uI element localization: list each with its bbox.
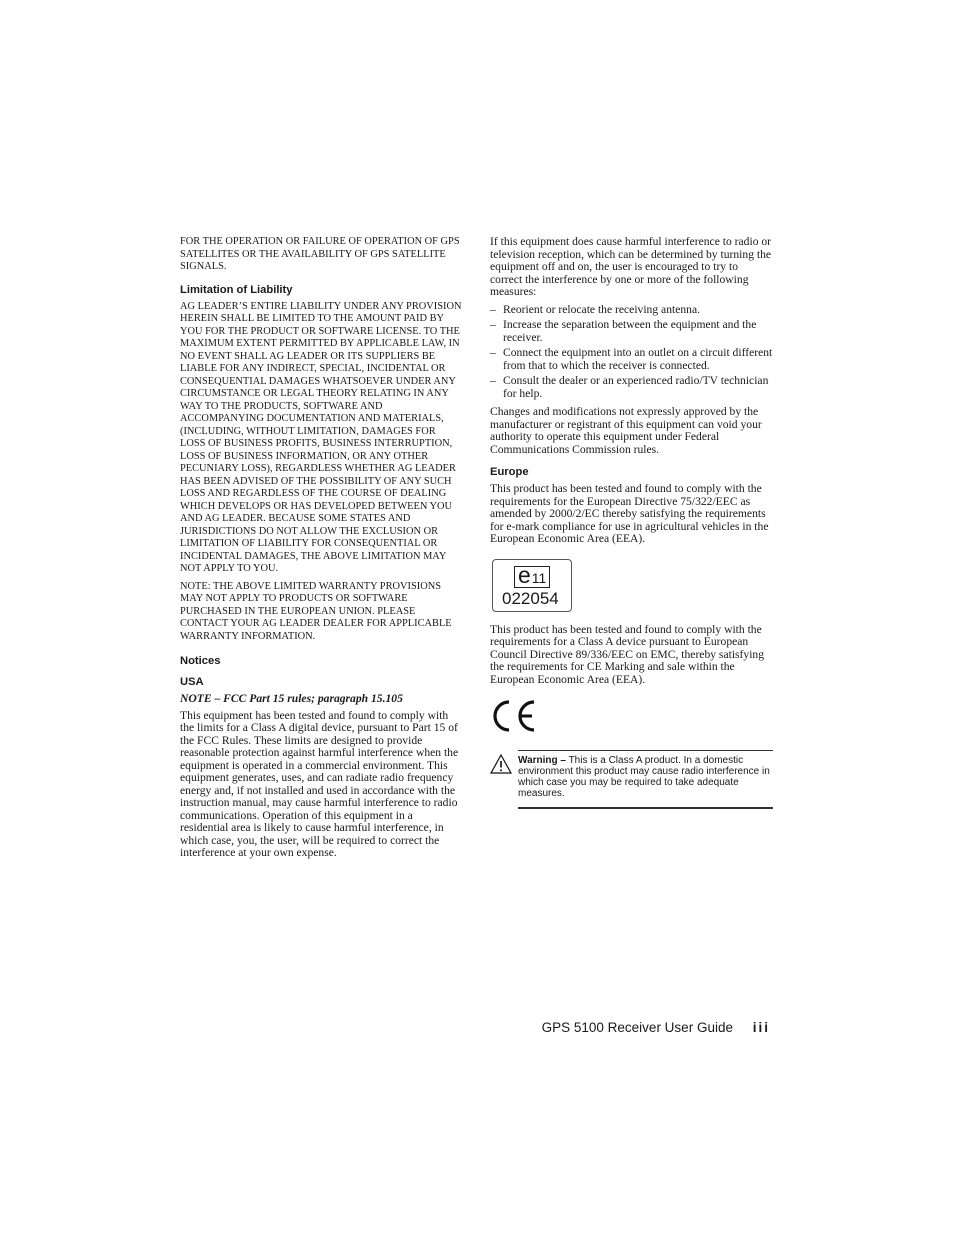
list-item: – Increase the separation between the equipment and the receiver.: [490, 319, 773, 344]
limitation-text: AG LEADER’S ENTIRE LIABILITY UNDER ANY PROVISION HEREIN SHALL BE LIMITED TO THE AMOUNT PAID BY YOU FOR THE PRODUCT OR SOFTWARE LICENSE. TO THE MAXIMUM EXTENT PERMITTED BY APPLICABLE LAW, IN NO EVENT SHALL AG LEADER OR ITS SUPPLIERS BE LIABLE FOR ANY INDIRECT, SPECIAL, INCIDENTAL OR CONSEQUENTIAL DAMAGES WHATSOEVER UNDER ANY CIRCUMSTANCE OR LEGAL THEORY RELATING IN ANY WAY TO THE PRODUCTS, SOFTWARE AND ACCOMPANYING DOCUMENTATION AND MATERIALS, (INCLUDING, WITHOUT LIMITATION, DAMAGES FOR LOSS OF BUSINESS PROFITS, BUSINESS INTERRUPTION, LOSS OF BUSINESS INFORMATION, OR ANY OTHER PECUNIARY LOSS), REGARDLESS WHETHER AG LEADER HAS BEEN ADVISED OF THE POSSIBILITY OF ANY SUCH LOSS AND REGARDLESS OF THE COURSE OF DEALING WHICH DEVELOPS OR HAS DEVELOPED BETWEEN YOU AND AG LEADER. BECAUSE SOME STATES AND JURISDICTIONS DO NOT ALLOW THE EXCLUSION OR LIMITATION OF LIABILITY FOR CONSEQUENTIAL OR INCIDENTAL DAMAGES, THE ABOVE LIMITATION MAY NOT APPLY TO YOU.: [180, 300, 462, 574]
warning-bottom-rule: [518, 807, 773, 809]
emark-country-code: 11: [531, 569, 547, 586]
warning-triangle-icon: [490, 754, 512, 774]
warning-label: Warning –: [518, 755, 566, 766]
warning-top-rule: [518, 750, 773, 751]
fcc-body: This equipment has been tested and found to comply with the limits for a Class A digital device, pursuant to Part 15 of the FCC Rules. These limits are designed to provide reasonable protection against harmful interference when the equipment is operated in a commercial environment. This equipment generates, uses, and can radiate radio frequency energy and, if not installed and used in accordance with the instruction manual, may cause harmful interference to radio communications. Operation of this equipment in a residential area is likely to cause harmful interference, in which case, you, the user, will be required to correct the interference at your own expense.: [180, 708, 459, 859]
fcc-note: NOTE – FCC Part 15 rules; paragraph 15.105: [180, 692, 403, 705]
usa-heading: USA: [180, 676, 204, 688]
guide-title: GPS 5100 Receiver User Guide: [541, 1020, 733, 1035]
page-number: iii: [752, 1020, 770, 1035]
fcc-changes: Changes and modifications not expressly approved by the manufacturer or registrant of this equipment can void your authority to operate this equipment under Federal Communications Commission rules.: [490, 405, 762, 456]
emark-letter: e: [518, 561, 531, 588]
limitation-heading: Limitation of Liability: [180, 283, 293, 296]
list-item: – Connect the equipment into an outlet on a circuit different from that to which the receiver is connected.: [490, 347, 773, 372]
list-item: – Consult the dealer or an experienced radio/TV technician for help.: [490, 375, 773, 400]
right-column: [490, 236, 773, 809]
europe-ce-text: This product has been tested and found to comply with the requirements for a Class A device pursuant to European Council Directive 89/336/EEC on EMC, thereby satisfying the requirements for CE Marking and sale within the European Economic Area (EEA).: [490, 622, 765, 686]
warning-body: This is a Class A product. In a domestic environment this product may cause radio interference in which case you may be required to take adequate measures.: [518, 755, 770, 799]
europe-heading: Europe: [490, 466, 529, 478]
gps-signals-disclaimer: FOR THE OPERATION OR FAILURE OF OPERATION OF GPS SATELLITES OR THE AVAILABILITY OF GPS SATELLITE SIGNALS.: [180, 236, 460, 272]
emark-logo: [492, 559, 572, 612]
ce-mark-icon: [490, 698, 538, 734]
notices-heading: Notices: [180, 655, 221, 667]
page-footer: [542, 1020, 770, 1036]
emark-box: [514, 561, 550, 588]
warning-text: [518, 755, 773, 799]
emark-approval-number: 022054: [502, 588, 559, 608]
warranty-note: NOTE: THE ABOVE LIMITED WARRANTY PROVISIONS MAY NOT APPLY TO PRODUCTS OR SOFTWARE PURCHASED IN THE EUROPEAN UNION. PLEASE CONTACT YOUR AG LEADER DEALER FOR APPLICABLE WARRANTY INFORMATION.: [180, 580, 452, 642]
interference-intro: If this equipment does cause harmful interference to radio or television reception, which can be determined by turning the equipment off and on, the user is encouraged to try to correct the interference by one or more of the following measures:: [490, 235, 772, 298]
europe-emark-text: This product has been tested and found to comply with the requirements for the European Directive 75/322/EEC as amended by 2000/2/EC thereby satisfying the requirements for e-mark compliance for use in agricultural vehicles in the European Economic Area (EEA).: [490, 482, 769, 545]
list-item: – Reorient or relocate the receiving antenna.: [490, 304, 773, 317]
left-column: [180, 236, 463, 865]
measures-list: [490, 304, 773, 401]
warning-box: [490, 750, 773, 809]
